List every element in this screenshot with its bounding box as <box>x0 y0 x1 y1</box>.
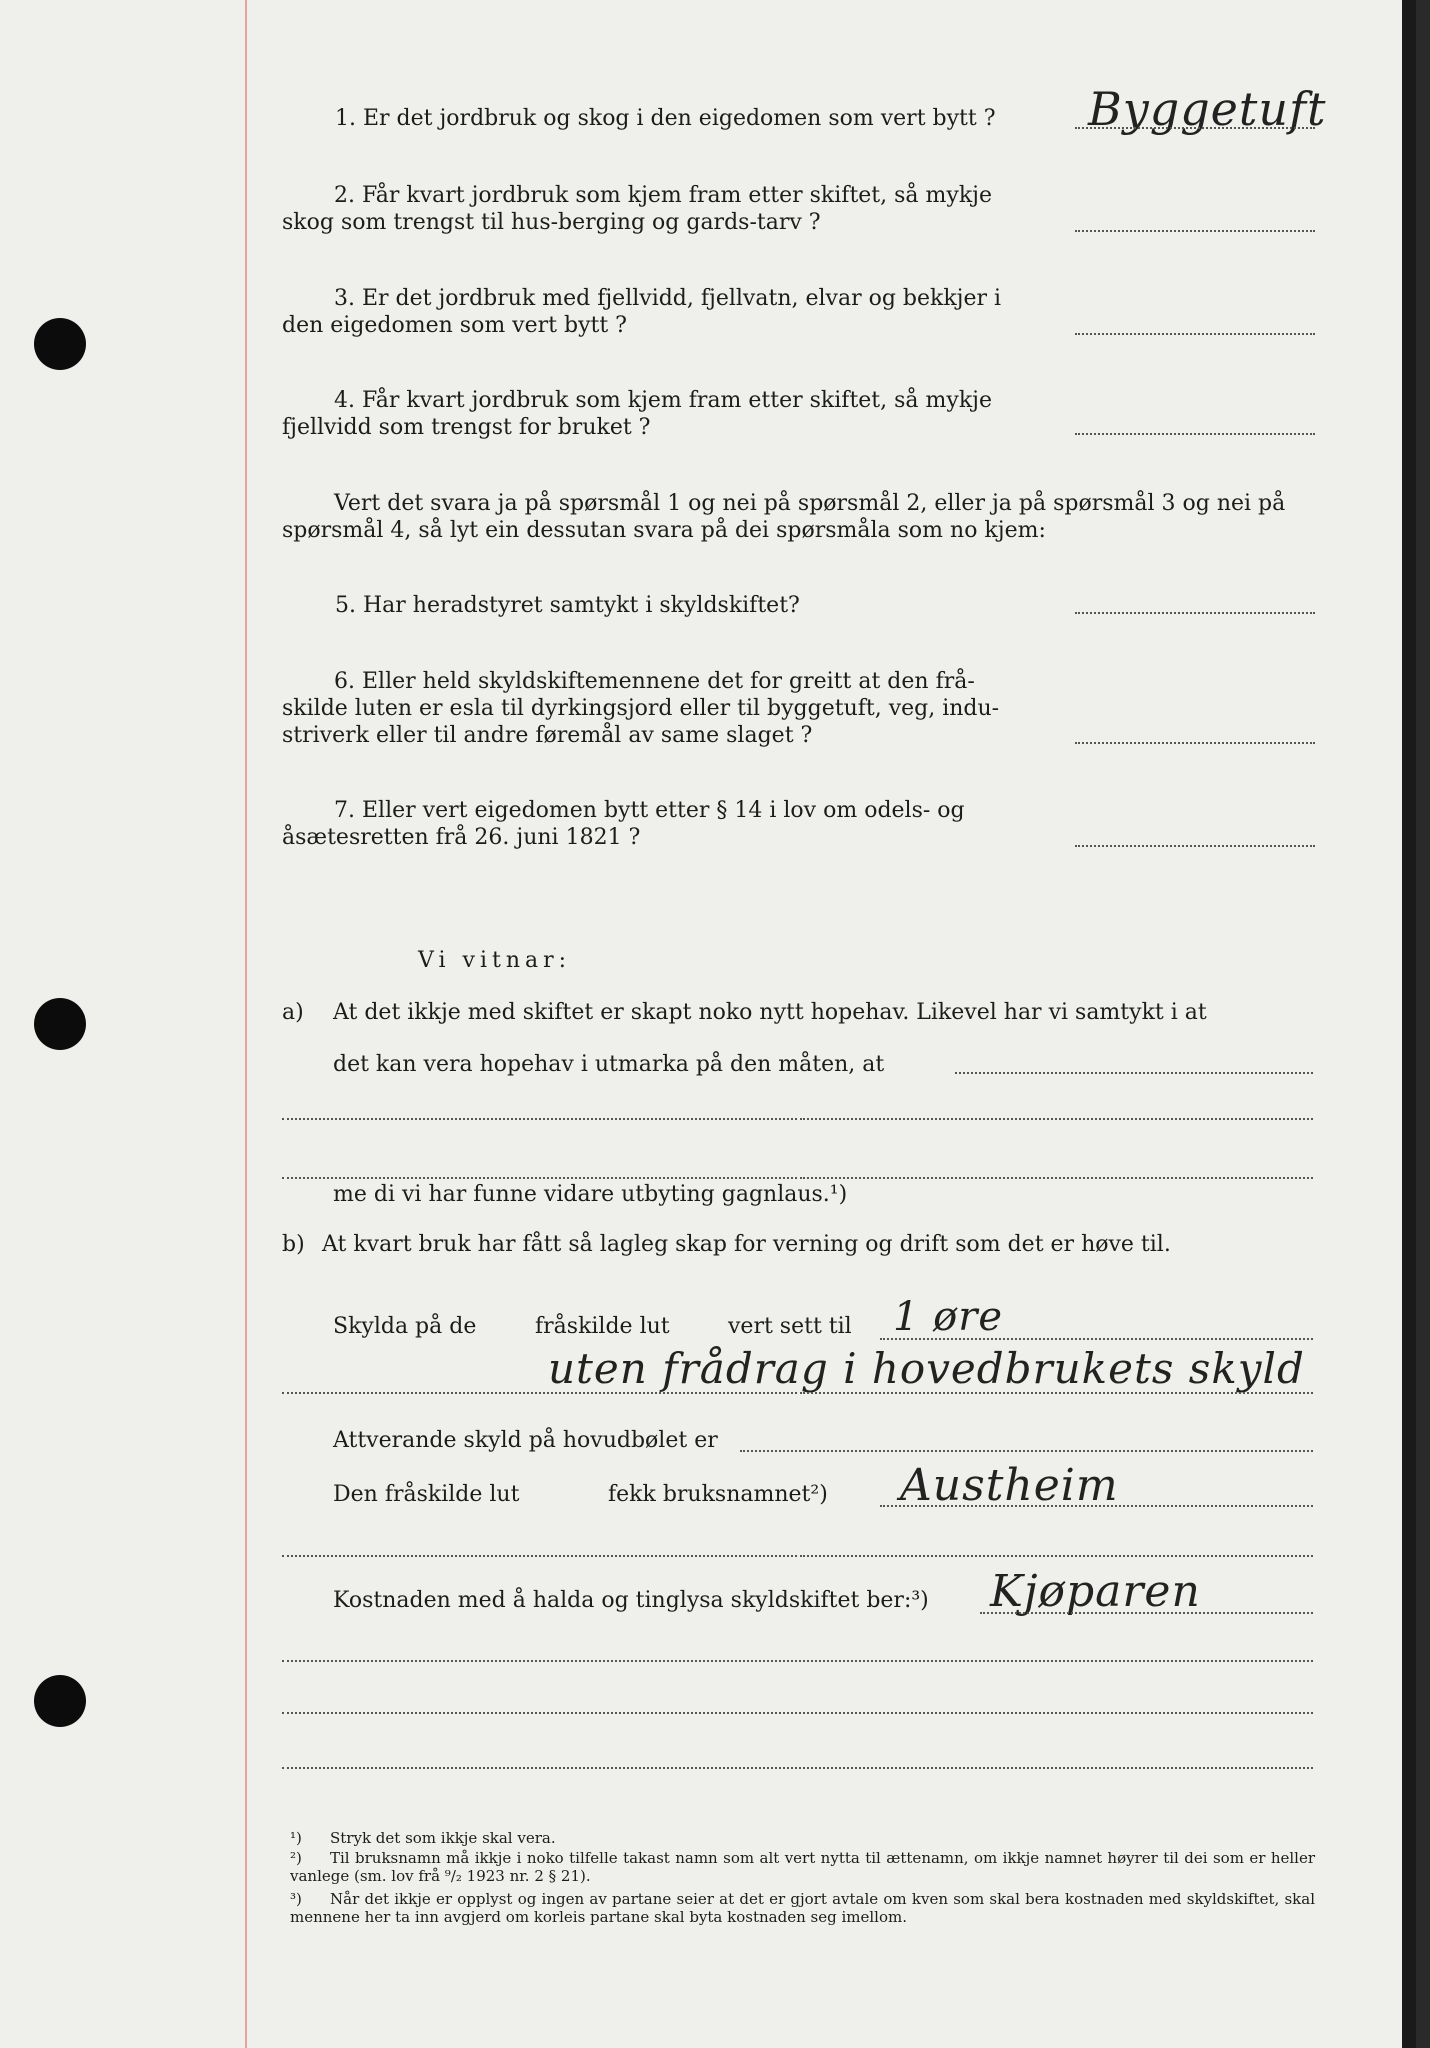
question-3-line1: 3. Er det jordbruk med fjellvidd, fjellvatn, elvar og bekkjer i <box>334 286 1002 311</box>
bruksnamn-label-a: Den fråskilde lut <box>333 1482 520 1507</box>
vitnar-heading: Vi vitnar: <box>418 948 572 973</box>
footnote-2-text: Til bruksnamn må ikkje i noko tilfelle takast namn som alt vert nytta til ættenamn, om ikkje namnet høyrer til dei som er heller vanlege (sm. lov frå ⁹/₂ 1923 nr. 2 § 21). <box>290 1849 1315 1885</box>
instruction-line1: Vert det svara ja på spørsmål 1 og nei på spørsmål 2, eller ja på spørsmål 3 og nei på <box>334 491 1286 516</box>
question-1-text: 1. Er det jordbruk og skog i den eigedomen som vert bytt ? <box>335 106 996 131</box>
question-7 <box>282 797 1062 851</box>
skyld-handwritten-value: 1 øre <box>893 1294 1004 1340</box>
footnote-2-mark: ²) <box>290 1849 302 1867</box>
instruction-text <box>282 490 1317 544</box>
answer-line-7 <box>1075 845 1315 847</box>
skyld-line2b <box>800 1392 1313 1394</box>
scan-edge <box>1402 0 1416 2048</box>
bruksnamn-line2b <box>800 1555 1313 1557</box>
answer-line-3 <box>1075 333 1315 335</box>
question-4-line2: fjellvidd som trengst for bruket ? <box>282 415 651 440</box>
punch-hole <box>34 318 86 370</box>
punch-hole <box>34 998 86 1050</box>
answer-line-4 <box>1075 433 1315 435</box>
footnote-1-mark: ¹) <box>290 1829 302 1847</box>
a-fill-line-2b <box>800 1118 1313 1120</box>
question-3-line2: den eigedomen som vert bytt ? <box>282 313 627 338</box>
answer-line-6 <box>1075 742 1315 744</box>
skyld-fill-line <box>880 1338 1313 1340</box>
footnote-3 <box>290 1890 1315 1926</box>
footnote-3-mark: ³) <box>290 1890 302 1908</box>
a-fill-line-3a <box>282 1177 797 1179</box>
item-b-label: b) <box>282 1232 305 1257</box>
margin-line <box>245 0 247 2048</box>
item-a-line1: At det ikkje med skiftet er skapt noko nytt hopehav. Likevel har vi samtykt i at <box>333 1000 1207 1025</box>
answer-line-1 <box>1075 127 1315 129</box>
a-fill-line-3b <box>800 1177 1313 1179</box>
a-fill-line-1 <box>955 1072 1313 1074</box>
attverande-fill-line <box>740 1450 1313 1452</box>
bruksnamn-fill-line <box>880 1505 1313 1507</box>
item-a-line2: det kan vera hopehav i utmarka på den måten, at <box>333 1052 885 1077</box>
item-b-line: At kvart bruk har fått så lagleg skap for verning og drift som det er høve til. <box>322 1232 1171 1257</box>
attverande-label: Attverande skyld på hovudbølet er <box>333 1428 718 1453</box>
item-a-line3: me di vi har funne vidare utbyting gagnlaus.¹) <box>333 1182 848 1207</box>
question-2-line2: skog som trengst til hus-berging og gards-tarv ? <box>282 210 821 235</box>
answer-1-handwritten: Byggetuft <box>1088 82 1327 136</box>
skyld-line2a <box>282 1392 797 1394</box>
question-5-text: 5. Har heradstyret samtykt i skyldskiftet? <box>335 593 800 618</box>
question-1 <box>335 105 1095 132</box>
footnote-2 <box>290 1849 1315 1885</box>
bruksnamn-handwritten: Austheim <box>900 1460 1119 1511</box>
question-3 <box>282 285 1062 339</box>
footnote-1-text: Stryk det som ikkje skal vera. <box>330 1829 556 1847</box>
a-fill-line-2a <box>282 1118 797 1120</box>
skyld-label-c: vert sett til <box>728 1314 852 1339</box>
kostnad-label: Kostnaden med å halda og tinglysa skyldskiftet ber:³) <box>333 1588 929 1613</box>
kostnad-handwritten: Kjøparen <box>990 1566 1201 1617</box>
skyld-handwritten-line2: uten frådrag i hovedbrukets skyld <box>548 1344 1305 1393</box>
kostnad-line4 <box>282 1767 1313 1769</box>
question-7-line2: åsætesretten frå 26. juni 1821 ? <box>282 825 641 850</box>
footnote-1 <box>290 1829 1315 1847</box>
punch-hole <box>34 1675 86 1727</box>
question-4-line1: 4. Får kvart jordbruk som kjem fram etter skiftet, så mykje <box>334 388 992 413</box>
question-6-line2: skilde luten er esla til dyrkingsjord eller til byggetuft, veg, indu- <box>282 696 1000 721</box>
question-6-line3: striverk eller til andre føremål av same slaget ? <box>282 723 813 748</box>
bruksnamn-line2a <box>282 1555 797 1557</box>
footnote-3-text: Når det ikkje er opplyst og ingen av partane seier at det er gjort avtale om kven som skal bera kostnaden med skyldskiftet, skal mennene her ta inn avgjerd om korleis partane skal byta kostnaden seg imellom. <box>290 1890 1315 1926</box>
question-2-line1: 2. Får kvart jordbruk som kjem fram etter skiftet, så mykje <box>334 183 992 208</box>
answer-line-5 <box>1075 612 1315 614</box>
question-2 <box>282 182 1062 236</box>
question-4 <box>282 387 1062 441</box>
question-5 <box>335 592 1115 619</box>
question-6 <box>282 668 1062 749</box>
kostnad-fill-line <box>980 1612 1313 1614</box>
kostnad-line3 <box>282 1712 1313 1714</box>
skyld-label-a: Skylda på de <box>333 1314 477 1339</box>
item-a-label: a) <box>282 1000 304 1025</box>
skyld-label-b: fråskilde lut <box>535 1314 670 1339</box>
question-7-line1: 7. Eller vert eigedomen bytt etter § 14 i lov om odels- og <box>334 798 965 823</box>
instruction-line2: spørsmål 4, så lyt ein dessutan svara på dei spørsmåla som no kjem: <box>282 518 1046 543</box>
kostnad-line2 <box>282 1660 1313 1662</box>
answer-line-2 <box>1075 230 1315 232</box>
bruksnamn-label-b: fekk bruksnamnet²) <box>608 1482 828 1507</box>
question-6-line1: 6. Eller held skyldskiftemennene det for greitt at den frå- <box>334 669 975 694</box>
